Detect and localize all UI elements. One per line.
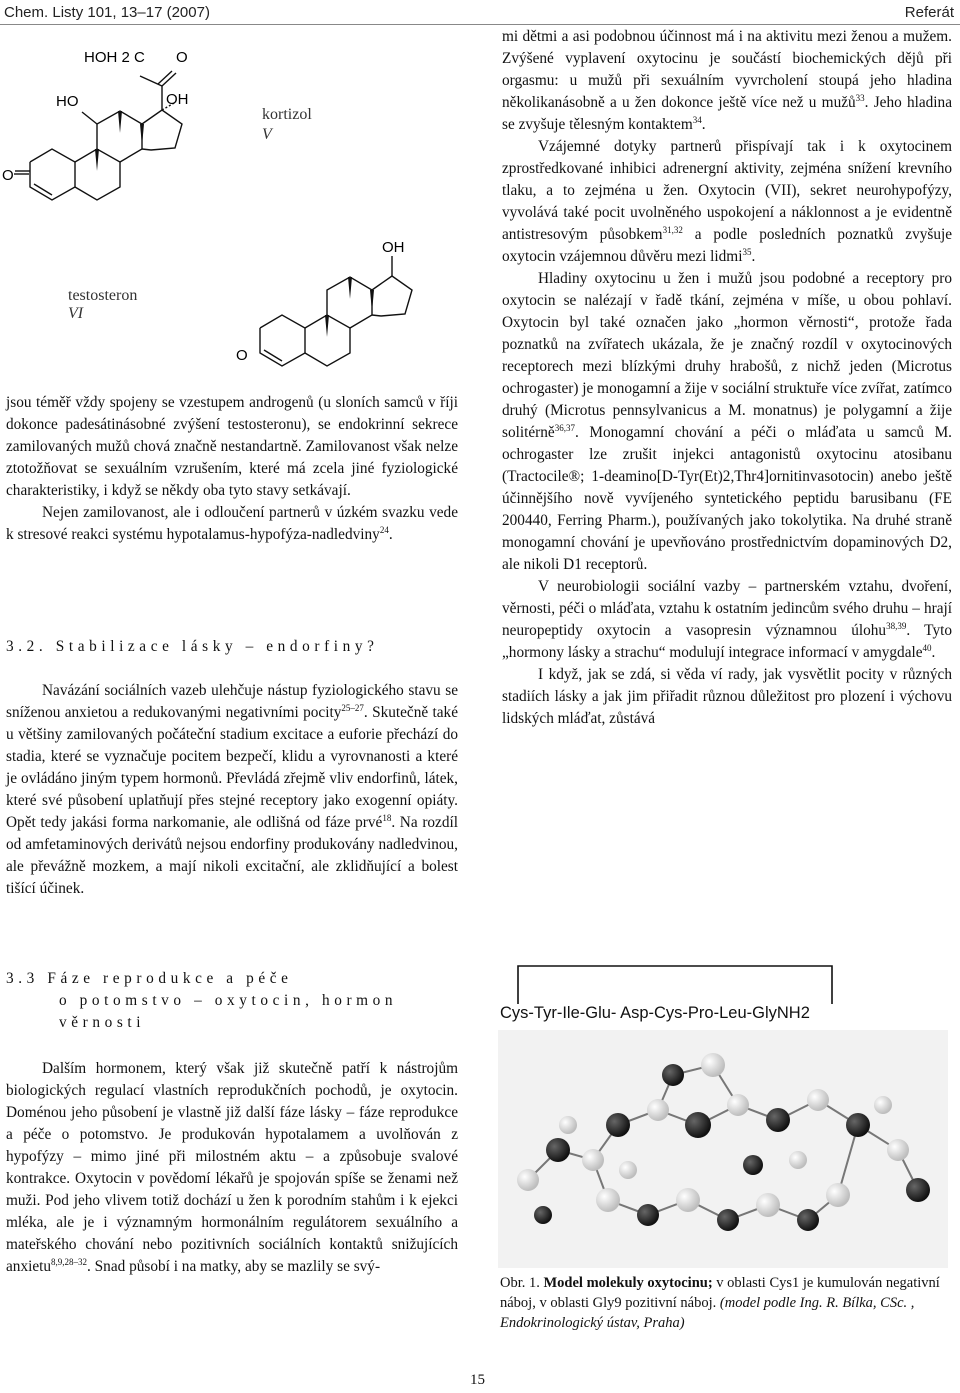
citation: 38,39 — [886, 621, 907, 631]
heading-line: věrnosti — [59, 1014, 146, 1031]
paragraph: Nejen zamilovanost, ale i odloučení partnerů v úzkém svazku vede k stresové reakci systému hypotalamus-hypofýza-nadledviny$^{24}$. — [6, 504, 458, 543]
paragraph-text: Vzájemné dotyky partnerů přispívají tak i k oxytocinem zprostředkované inhibici adrenergní aktivity, zejména snížení krevního tlaku, a to zejména u žen. Oxytocin (VII), sekret neurohypofýzy, vyvolává také pocit uvolněného uspokojení a náklonnost a je evidentně antistresovým působkem — [502, 138, 952, 243]
paragraph-text: V neurobiologii sociální vazby – partnerském vztahu, dvoření, věrnosti, péči o mláďata, vztahu k ostatním jedincům svého druhu – hrají neuropeptidy oxytocin a vasopresin významnou úlohu — [502, 578, 952, 639]
heading-line: o potomstvo – oxytocin, hormon — [59, 992, 398, 1009]
citation: 24 — [379, 525, 389, 535]
oxytocin-sequence: Cys-Tyr-Ile-Glu- Asp-Cys-Pro-Leu-GlyNH2 — [500, 1004, 810, 1022]
paragraph-text: a podle posledních poznatků zvyšuje oxytocin vzájemnou důvěru mezi lidmi — [502, 226, 953, 265]
figure-caption — [500, 1273, 952, 1333]
cortisol-label: kortizol — [262, 106, 312, 123]
atom-label-oh: OH — [382, 239, 405, 256]
disulfide-bracket — [510, 962, 840, 1006]
caption-label: Obr. 1. — [500, 1275, 540, 1291]
section-header: Referát — [904, 4, 954, 21]
atom-label-ho: HO — [56, 93, 79, 110]
paragraph-text: . — [751, 248, 756, 265]
paragraph-text: Dalším hormonem, který však již skutečně patří k nástrojům biologických regulací vlastních reprodukčních pochodů, je oxytocin. Doménou jeho působení je vlastně již další fáze lásky – fáze reprodukce a péče o potomstvo. Je produkován hypotalamem a uvolňován z hypofýzy – mimo jiné při milostném aktu – a způsobuje svalové kontrakce. Oxytocin v povědomí lékařů je spojován spíše se ženami než muži. Pod jeho vlivem totiž dochází u žen k porodním stahům i k ejekci mléka, ale je i významným hormonálním regulátorem sexuálního a mateřského chování nebo pozitivních sociálních kontaktů snižujících anxietu — [6, 1060, 458, 1275]
paragraph-text: Navázání sociálních vazeb ulehčuje nástup fyziologického stavu se sníženou anxietou a redukovanými negativními pocity — [6, 682, 458, 721]
paragraph-text: . Skutečně také u většiny zamilovaných počáteční stadium excitace a euforie přechází do stadia, které se vyznačuje pocitem bezpečí, klidu a vyrovnanosti a které je ovládáno jiným typem hormonů. Převládá zřejmě vliv endorfinů, látek, které své působení uplatňují přes stejné receptory jako exogenní opiáty. Opět tedy jakási forma narkomanie, ale odlišná od fáze prvé — [6, 704, 458, 831]
paragraph-text: . Tyto „hormony lásky a strachu“ modulují integrace informací v amygdale — [502, 622, 952, 661]
cortisol-number: V — [262, 126, 272, 143]
paragraph-text: . Na rozdíl od amfetaminových derivátů nejsou endorfiny produkovány nadledvinou, ale převážně mozkem, a mají nikoli excitační, ale zklidňující a bolest tišící účinek. — [6, 814, 458, 897]
paragraph-text: mi dětmi a asi podobnou účinnost má i na aktivitu mezi ženou a mužem. Zvýšené vyplavení oxytocinu je součástí biochemických dějů při orgasmu: u mužů při sexuálním vyvrcholení stoupá jeho hladina několikanásobně a u žen dokonce ještě více než u mužů — [502, 28, 952, 111]
caption-credit: (model podle Ing. R. Bílka, CSc. , Endokrinologický ústav, Praha) — [500, 1295, 915, 1331]
left-column-lower — [6, 1058, 458, 1278]
testosterone-skeleton — [260, 256, 412, 366]
citation: 34 — [692, 115, 702, 125]
atom-label-hoh2c: HOH 2 C — [84, 49, 145, 66]
oxytocin-model-photo — [498, 1030, 948, 1268]
right-column-text — [502, 26, 952, 730]
paragraph: I když, jak se zdá, si věda ví rady, jak vysvětlit pocity v různých stadiích lásky a jak jim přiřadit různou důležitost pro plození i výchovu lidských mláďat, zůstává — [502, 666, 952, 727]
testosterone-number: VI — [68, 305, 84, 322]
paragraph-text: Hladiny oxytocinu u žen i mužů jsou podobné a receptory pro oxytocin se nalézají v řadě tkání, zejména v míše, u obou pohlaví. Oxytocin byl také označen jako „hormon věrnosti“, protože řada poznatků na zvířatech ukázala, že je značný rozdíl v oxytocinových receptorech mezi blízkými druhy hrabošů, z nichž jeden (Microtus ochrogaster) je monogamní a žije v sociální struktuře více zvířat, zatímco druhý (Microtus pennsylvanicus a M. monatnus) je polygamní a žije solitérně — [502, 270, 952, 441]
citation: 35 — [742, 247, 752, 257]
paragraph-text: Nejen zamilovanost, ale i odloučení partnerů v úzkém svazku vede k stresové reakci systému hypotalamus-hypofýza-nadledviny — [6, 504, 458, 543]
atom-label-o: O — [2, 167, 14, 184]
paragraph-text: . — [931, 644, 936, 661]
atom-label-o: O — [236, 347, 248, 364]
page-number: 15 — [470, 1372, 485, 1388]
journal-header: Chem. Listy 101, 13–17 (2007) — [4, 4, 210, 21]
atom-label-o: O — [176, 49, 188, 66]
paragraph-text: . — [701, 116, 706, 133]
citation: 40 — [922, 643, 932, 653]
paragraph — [6, 1058, 458, 1278]
citation: 33 — [855, 93, 865, 103]
left-column-middle — [6, 680, 458, 900]
cortisol-skeleton — [14, 71, 182, 200]
paragraph — [6, 680, 458, 900]
paragraph — [502, 26, 952, 136]
paragraph: jsou téměř vždy spojeny se vzestupem androgenů (u sloních samců v říji dokonce padesátinásobné zvýšení testosteronu), se endokrinní sekrece zamilovaných mužů chová značně nestandartně. Zamilovanost však nelze ztotožňovat se sexuálním vzrušením, které má zcela jiné fyziologické charakteristiky, i když se někdy oba tyto stavy setkávají. — [6, 394, 458, 499]
section-heading-3-2: 3.2. Stabilizace lásky – endorfiny? — [6, 638, 379, 655]
citation: 8,9,28–32 — [51, 1257, 88, 1267]
paragraph-text: . Jeho hladina se zvyšuje tělesným kontaktem — [502, 94, 952, 133]
atom-label-oh: OH — [166, 91, 189, 108]
paragraph-text: . Snad působí i na matky, aby se mazlily se svý- — [87, 1258, 381, 1275]
header-rule — [0, 24, 960, 25]
heading-line: 3.3 Fáze reprodukce a péče — [6, 970, 293, 987]
caption-text: v oblasti Cys1 je kumulován negativní náboj, v oblasti Gly9 pozitivní náboj. — [500, 1275, 940, 1311]
section-heading-3-3 — [6, 968, 458, 1034]
caption-title: Model molekuly oxytocinu; — [543, 1275, 713, 1291]
paragraph — [502, 576, 952, 664]
paragraph-text: . Monogamní chování a péči o mláďata u samců M. ochrogaster lze zrušit injekci antagonistů oxytocinu atosibanu (Tractocile®; 1-deamino[D-Tyr(Et)2,Thr4]ornitinvasotocin) anebo ještě účinnějšího nově vyvíjeného syntetického peptidu barusibanu (FE 200440, Ferring Pharm.), používaných jako tokolytika. Na druhé straně monogamní chování je upevňováno prostřednictvím dopaminových D2, ale nikoli D1 receptorů. — [502, 424, 952, 573]
citation: 25–27 — [341, 703, 364, 713]
paragraph — [502, 136, 952, 268]
paragraph — [502, 268, 952, 576]
left-column-upper — [6, 392, 458, 546]
citation: 36,37 — [554, 423, 575, 433]
testosterone-label: testosteron — [68, 287, 138, 304]
citation: 31,32 — [662, 225, 683, 235]
citation: 18 — [382, 813, 392, 823]
